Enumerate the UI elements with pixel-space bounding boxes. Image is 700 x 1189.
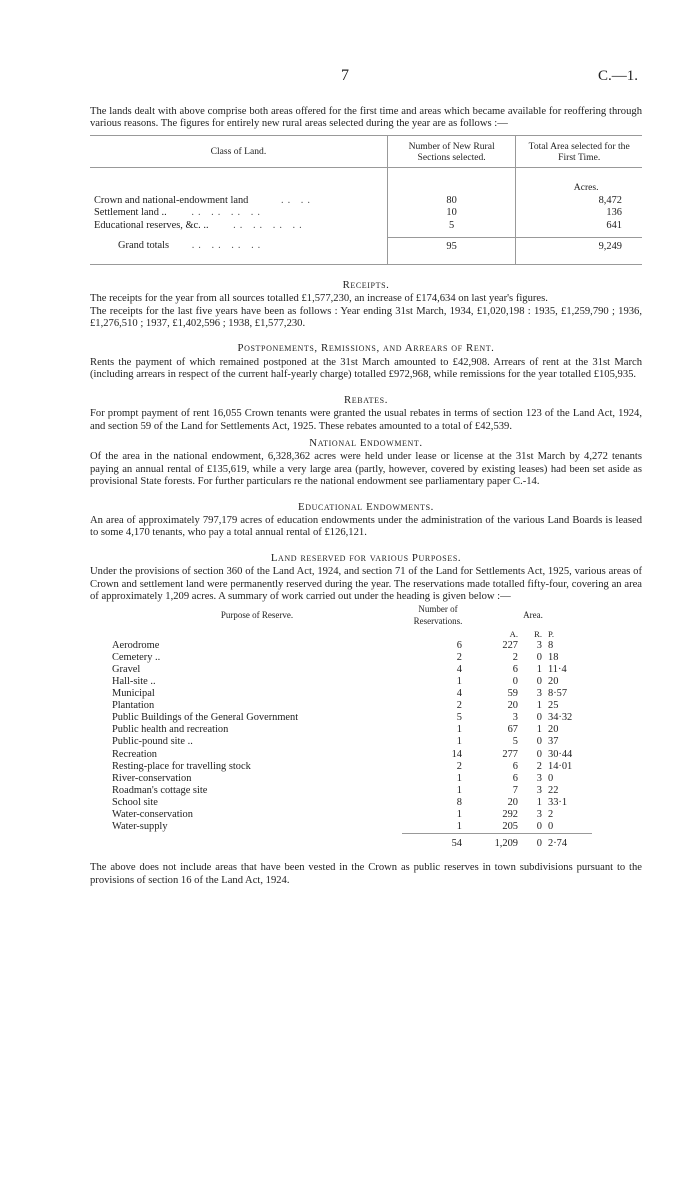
table-row bbox=[112, 724, 592, 736]
total-acres: 1,209 bbox=[494, 838, 518, 850]
row-perches: 34·32 bbox=[548, 712, 573, 724]
col-new-sections: Number of New Rural Sections selected. bbox=[387, 136, 516, 168]
receipts-paragraph-1: The receipts for the year from all sources totalled £1,577,230, an increase of £174,634 on last year's figures. bbox=[90, 293, 548, 305]
row-perches: 37 bbox=[548, 736, 559, 748]
col-purpose: Purpose of Reserve. bbox=[220, 610, 294, 621]
row-roods: 0 bbox=[536, 675, 542, 687]
table-row bbox=[112, 736, 592, 748]
row-perches: 25 bbox=[548, 700, 559, 712]
col-total-area: Total Area selected for the First Time. bbox=[528, 140, 630, 163]
row-acres: 6 bbox=[512, 760, 518, 772]
row-acres: 227 bbox=[502, 639, 518, 651]
row-reservations: 1 bbox=[456, 736, 462, 748]
table-row bbox=[112, 761, 592, 773]
row-acres: 292 bbox=[502, 808, 518, 820]
educational-endowments-paragraph: An area of approximately 797,179 acres of education endowments under the administration of the various Land Boards is leased to some 4,170 tenants, who pay a total annual rental of £126,121. bbox=[90, 514, 642, 539]
row-label: Roadman's cottage site bbox=[112, 784, 208, 796]
table-row bbox=[112, 821, 592, 834]
table-row bbox=[112, 785, 592, 797]
land-reserved-heading: Land reserved for various Purposes. bbox=[270, 551, 462, 564]
table-row bbox=[112, 676, 592, 688]
postponements-paragraph: Rents the payment of which remained postponed at the 31st March amounted to £42,908. Arrears of rent at the 31st March (including arrears in respect of the current half-yearly charge) totalled £972,968, while remissions for the year totalled £105,935. bbox=[90, 356, 642, 381]
area-unit: Acres. bbox=[573, 182, 599, 194]
reserves-summary-table bbox=[112, 603, 592, 850]
table-row bbox=[112, 664, 592, 676]
row-acres: 6 bbox=[512, 772, 518, 784]
row-perches: 22 bbox=[548, 784, 559, 796]
total-sections: 95 bbox=[387, 238, 516, 254]
total-reservations: 54 bbox=[451, 838, 462, 850]
row-label: Recreation bbox=[112, 748, 158, 760]
row-label: Crown and national-endowment land bbox=[94, 194, 249, 206]
row-reservations: 1 bbox=[456, 675, 462, 687]
row-perches: 0 bbox=[548, 772, 554, 784]
row-roods: 1 bbox=[536, 796, 542, 808]
row-label: Hall-site .. bbox=[112, 675, 156, 687]
grand-totals-label: Grand totals bbox=[118, 239, 170, 251]
row-reservations: 1 bbox=[456, 772, 462, 784]
row-area: 641 bbox=[606, 219, 622, 231]
col-number: Number of Reservations. bbox=[413, 604, 463, 627]
col-class-of-land: Class of Land. bbox=[210, 146, 267, 158]
table-row bbox=[112, 700, 592, 712]
row-area: 136 bbox=[606, 207, 622, 219]
closing-paragraph: The above does not include areas that have been vested in the Crown as public reserves in town subdivisions pursuant to the provisions of section 16 of the Land Act, 1924. bbox=[90, 862, 642, 886]
row-sections: 5 bbox=[387, 220, 516, 232]
table-row bbox=[112, 652, 592, 664]
row-label: Educational reserves, &c. .. bbox=[94, 219, 209, 231]
total-perches: 2·74 bbox=[548, 838, 568, 850]
row-label: Water-conservation bbox=[112, 808, 193, 820]
row-label: Cemetery .. bbox=[112, 651, 161, 663]
intro-paragraph: The lands dealt with above comprise both areas offered for the first time and areas which became available for reoffering through various reasons. The figures for entirely new rural areas selected during the year are as follows :— bbox=[90, 106, 642, 130]
row-perches: 30·44 bbox=[548, 748, 573, 760]
row-roods: 3 bbox=[536, 784, 542, 796]
receipts-heading: Receipts. bbox=[342, 278, 390, 291]
rebates-heading: Rebates. bbox=[343, 393, 389, 406]
row-label: Aerodrome bbox=[112, 639, 160, 651]
row-acres: 0 bbox=[512, 675, 518, 687]
table-total-row: Grand totals .. .. .. .. 95 9,249 bbox=[90, 238, 642, 254]
row-sections: 10 bbox=[387, 207, 516, 219]
table-row bbox=[112, 809, 592, 821]
row-area: 8,472 bbox=[598, 194, 622, 206]
national-endowment-heading: National Endowment. bbox=[309, 436, 423, 449]
row-label: Settlement land .. bbox=[94, 207, 167, 219]
row-reservations: 1 bbox=[456, 724, 462, 736]
row-reservations: 1 bbox=[456, 808, 462, 820]
new-rural-areas-table bbox=[90, 135, 642, 265]
row-sections: 80 bbox=[387, 195, 516, 207]
row-perches: 20 bbox=[548, 724, 559, 736]
row-reservations: 1 bbox=[456, 821, 462, 833]
row-acres: 7 bbox=[512, 784, 518, 796]
row-reservations: 2 bbox=[456, 651, 462, 663]
row-acres: 59 bbox=[507, 688, 518, 700]
row-label: Public-pound site .. bbox=[112, 736, 193, 748]
row-reservations: 6 bbox=[456, 639, 462, 651]
table-row bbox=[112, 773, 592, 785]
row-acres: 6 bbox=[512, 663, 518, 675]
row-label: Municipal bbox=[112, 688, 155, 700]
row-acres: 5 bbox=[512, 736, 518, 748]
row-perches: 0 bbox=[548, 821, 554, 833]
row-label: School site bbox=[112, 796, 158, 808]
row-roods: 3 bbox=[536, 772, 542, 784]
postponements-heading: Postponements, Remissions, and Arrears of Rent. bbox=[237, 342, 495, 355]
row-roods: 1 bbox=[536, 724, 542, 736]
row-roods: 0 bbox=[536, 748, 542, 760]
row-roods: 3 bbox=[536, 639, 542, 651]
col-perches: P. bbox=[548, 628, 554, 639]
row-reservations: 2 bbox=[456, 760, 462, 772]
row-label: Plantation bbox=[112, 700, 155, 712]
row-perches: 11·4 bbox=[548, 663, 567, 675]
row-label: Public Buildings of the General Government bbox=[112, 712, 299, 724]
row-roods: 3 bbox=[536, 688, 542, 700]
row-reservations: 8 bbox=[456, 796, 462, 808]
row-label: Water-supply bbox=[112, 821, 168, 833]
table-row bbox=[112, 797, 592, 809]
row-reservations: 5 bbox=[456, 712, 462, 724]
row-label: Resting-place for travelling stock bbox=[112, 760, 251, 772]
page-number: 7 bbox=[341, 67, 349, 84]
document-body bbox=[90, 106, 642, 887]
row-perches: 14·01 bbox=[548, 760, 573, 772]
col-area: Area. bbox=[523, 610, 543, 621]
page-header bbox=[0, 67, 700, 90]
row-perches: 33·1 bbox=[548, 796, 568, 808]
row-perches: 8 bbox=[548, 639, 554, 651]
total-area: 9,249 bbox=[516, 238, 642, 254]
row-roods: 1 bbox=[536, 700, 542, 712]
land-reserved-paragraph: Under the provisions of section 360 of the Land Act, 1924, and section 71 of the Land for Settlements Act, 1925, various areas of Crown and settlement land were permanently reserved during the year. The reservations made totalled fifty-four, covering an area of approximately 1,209 acres. A summary of work carried out under the heading is given below :— bbox=[90, 566, 642, 602]
table-row: Settlement land .. .. .. .. .. 10 136 bbox=[90, 207, 642, 219]
row-perches: 18 bbox=[548, 651, 559, 663]
row-roods: 0 bbox=[536, 821, 542, 833]
row-reservations: 2 bbox=[456, 700, 462, 712]
national-endowment-paragraph: Of the area in the national endowment, 6,328,362 acres were held under lease or license at the 31st March by 4,272 tenants paying an annual rental of £135,619, while a very large area (partly, however, covered by existing leases) had been set aside as provisional State forests. For further particulars re the national endowment see parliamentary paper C.-14. bbox=[90, 451, 642, 488]
col-acres: A. bbox=[509, 628, 518, 639]
row-roods: 0 bbox=[536, 651, 542, 663]
row-label: River-conservation bbox=[112, 772, 192, 784]
educational-endowments-heading: Educational Endowments. bbox=[298, 500, 434, 513]
table-row bbox=[112, 712, 592, 724]
table-row bbox=[112, 640, 592, 652]
row-acres: 277 bbox=[502, 748, 518, 760]
row-reservations: 14 bbox=[451, 748, 462, 760]
row-reservations: 4 bbox=[456, 663, 462, 675]
row-roods: 3 bbox=[536, 808, 542, 820]
rebates-paragraph: For prompt payment of rent 16,055 Crown tenants were granted the usual rebates in terms of section 123 of the Land Act, 1924, and section 59 of the Land for Settlements Act, 1925. These rebates amounted to a total of £42,539. bbox=[90, 408, 642, 432]
row-perches: 20 bbox=[548, 675, 559, 687]
table-row bbox=[112, 749, 592, 761]
row-label: Public health and recreation bbox=[112, 724, 229, 736]
row-perches: 2 bbox=[548, 808, 554, 820]
table-total-row bbox=[112, 838, 592, 850]
row-acres: 67 bbox=[507, 724, 518, 736]
table-row bbox=[112, 688, 592, 700]
receipts-paragraph-2: The receipts for the last five years have been as follows : Year ending 31st March, 1934, £1,020,198 : 1935, £1,259,790 ; 1936, £1,276,510 ; 1937, £1,402,596 ; 1938, £1,577,230. bbox=[90, 305, 642, 330]
row-acres: 205 bbox=[502, 821, 518, 833]
table-row: Crown and national-endowment land .. .. 80 8,472 bbox=[90, 195, 642, 207]
row-roods: 2 bbox=[536, 760, 542, 772]
row-acres: 2 bbox=[512, 651, 518, 663]
row-label: Gravel bbox=[112, 663, 141, 675]
row-roods: 0 bbox=[536, 736, 542, 748]
row-acres: 20 bbox=[507, 796, 518, 808]
row-roods: 0 bbox=[536, 712, 542, 724]
row-acres: 3 bbox=[512, 712, 518, 724]
paper-code: C.—1. bbox=[598, 68, 639, 84]
total-roods: 0 bbox=[536, 838, 542, 850]
row-roods: 1 bbox=[536, 663, 542, 675]
row-reservations: 1 bbox=[456, 784, 462, 796]
table-row: Educational reserves, &c. .. .. .. .. .. 5 641 bbox=[90, 220, 642, 232]
row-acres: 20 bbox=[507, 700, 518, 712]
row-perches: 8·57 bbox=[548, 688, 568, 700]
row-reservations: 4 bbox=[456, 688, 462, 700]
col-roods: R. bbox=[534, 628, 542, 639]
